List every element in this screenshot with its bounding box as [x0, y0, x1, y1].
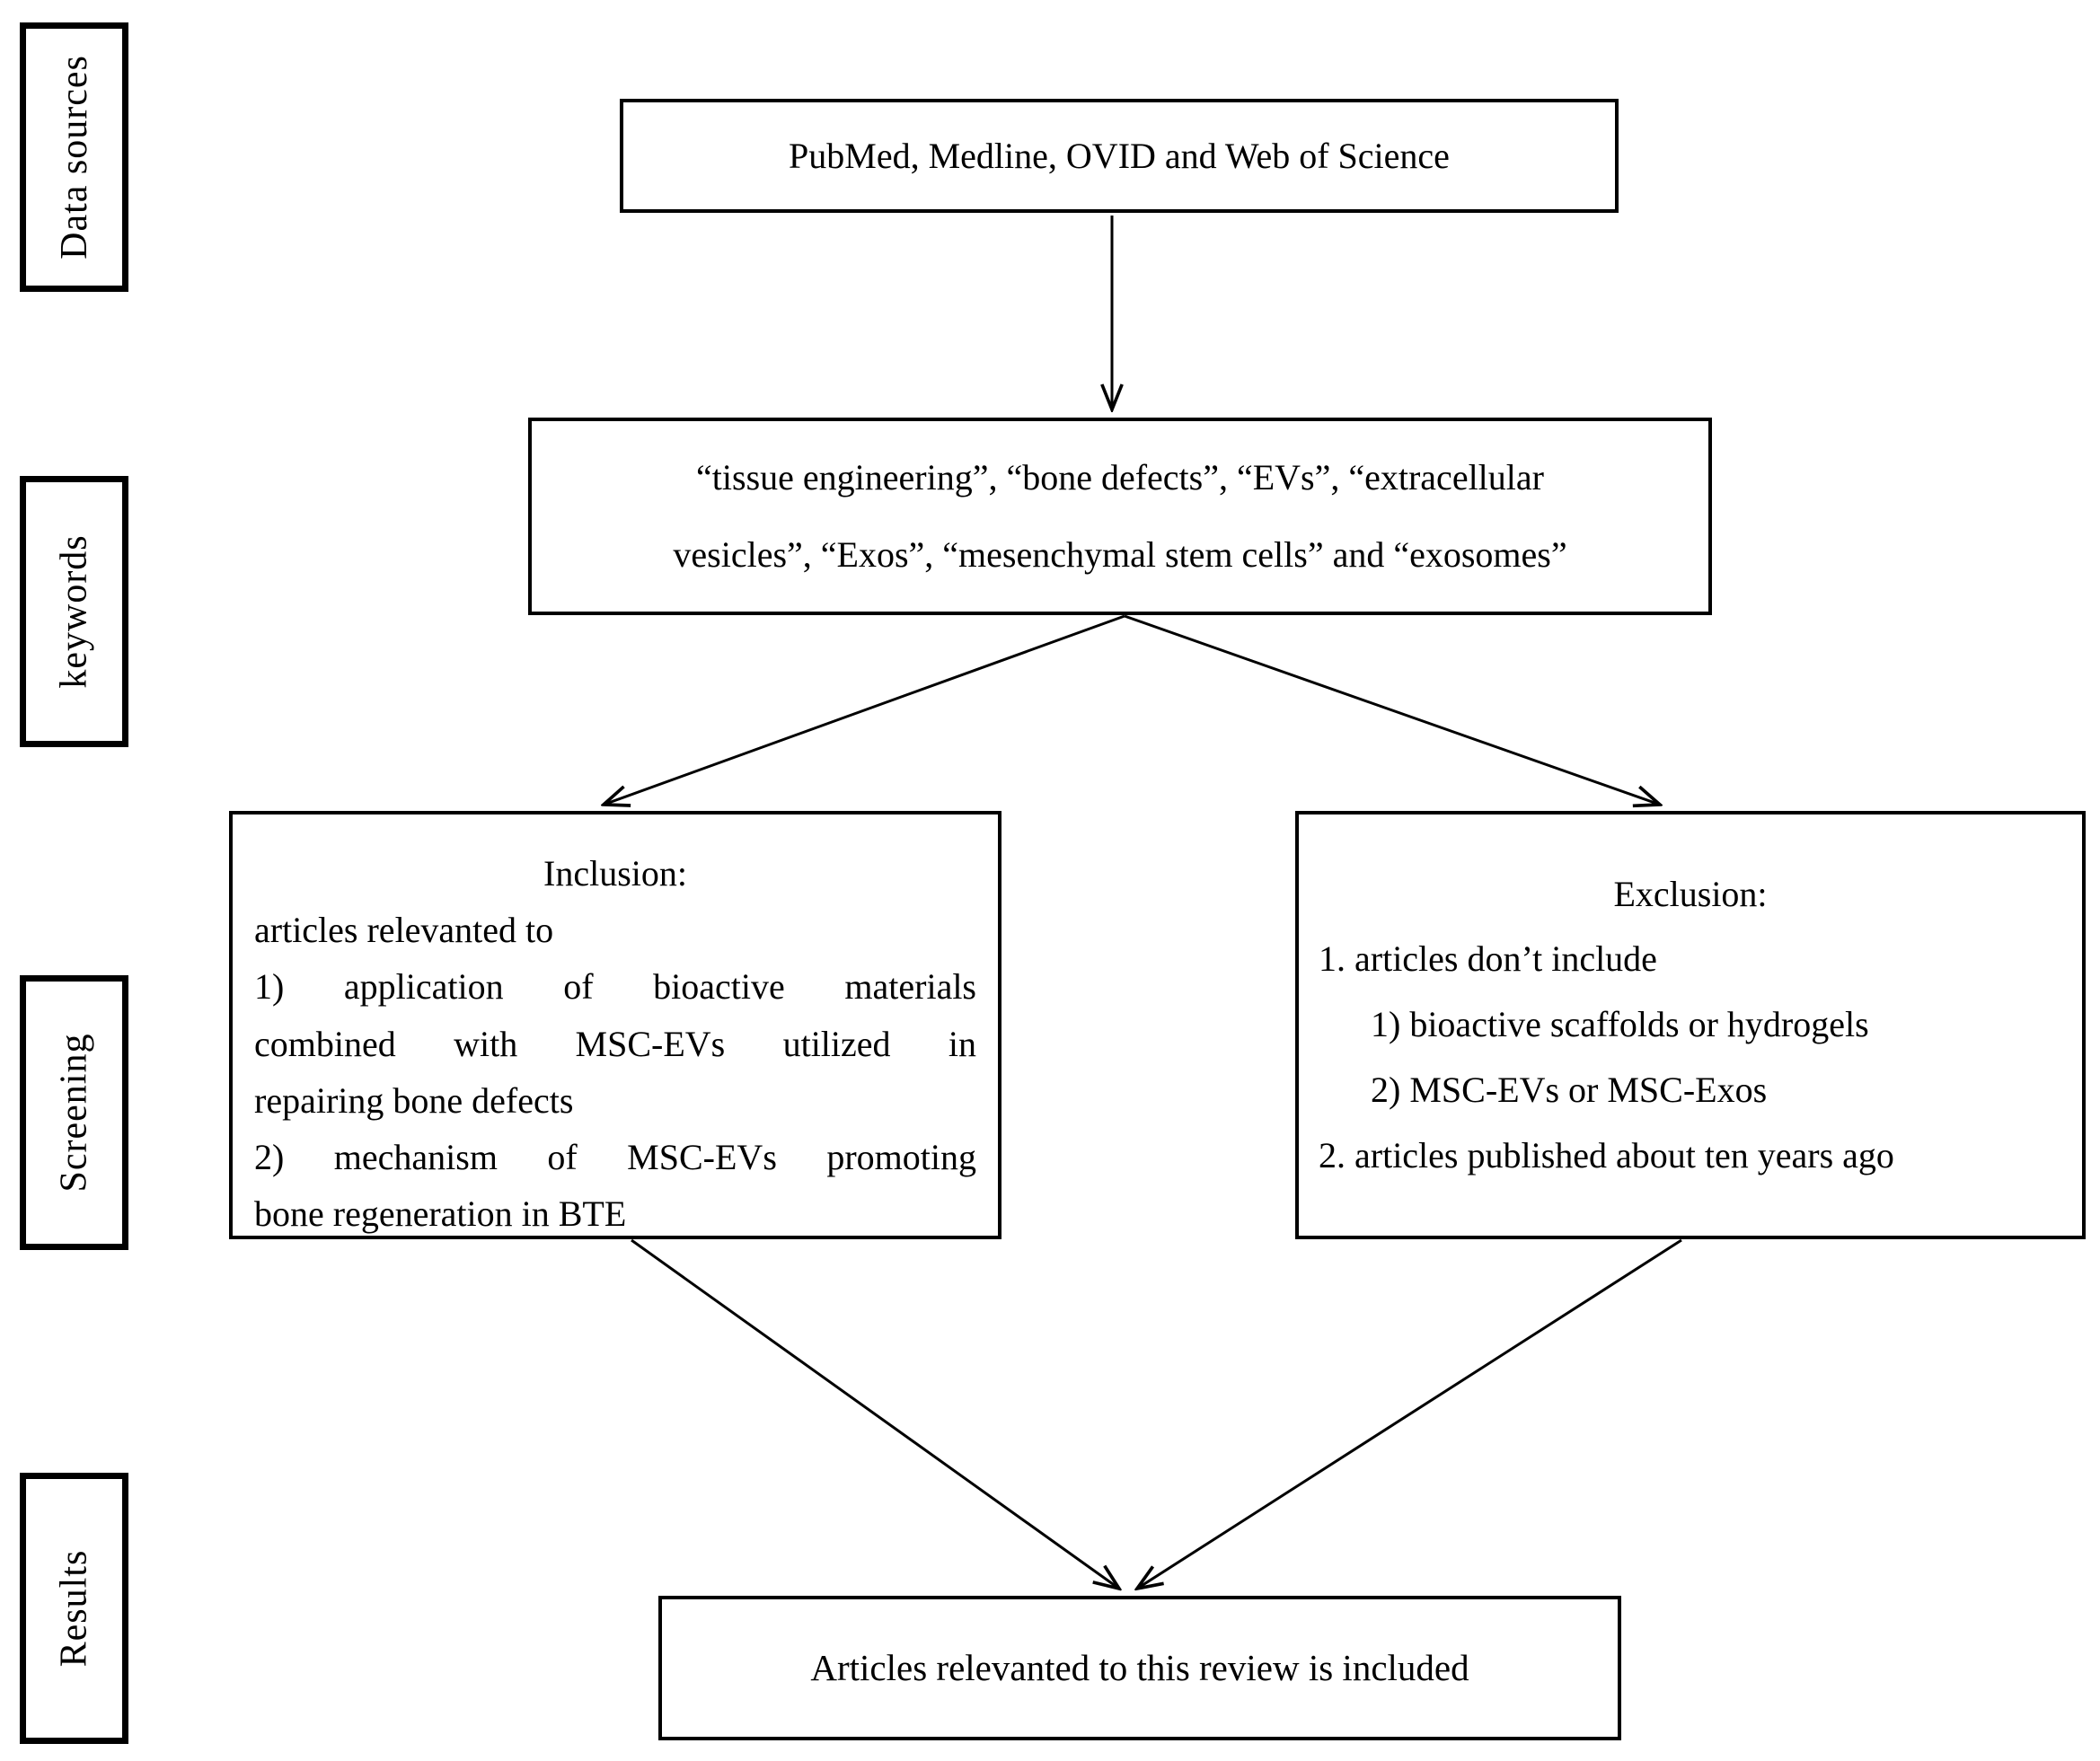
node-result-text: Articles relevanted to this review is included	[810, 1646, 1469, 1688]
stage-label-keywords-text: keywords	[53, 534, 95, 689]
exclusion-item-1: 1. articles don’t include	[1319, 938, 1657, 980]
node-data-sources	[620, 99, 1619, 213]
arrow-exclusion-to-result	[1137, 1240, 1681, 1589]
inclusion-line-1a: 1) application of bioactive materials	[254, 966, 976, 1008]
inclusion-line-2b: bone regeneration in BTE	[254, 1193, 627, 1235]
exclusion-item-1b: 2) MSC-EVs or MSC-Exos	[1371, 1069, 1768, 1110]
node-keywords-line-1: “tissue engineering”, “bone defects”, “EVs”, “extracellular	[696, 457, 1544, 497]
inclusion-title: Inclusion:	[543, 853, 687, 894]
arrow-keywords-to-exclusion	[1125, 616, 1660, 805]
node-keywords	[528, 418, 1712, 615]
stage-label-data-sources-text: Data sources	[53, 55, 95, 260]
node-exclusion-criteria	[1295, 811, 2086, 1239]
inclusion-line-1b: combined with MSC-EVs utilized in	[254, 1023, 976, 1064]
stage-label-keywords	[20, 476, 128, 747]
stage-label-screening	[20, 975, 128, 1250]
exclusion-item-2: 2. articles published about ten years ago	[1319, 1134, 1894, 1175]
arrow-inclusion-to-result	[631, 1240, 1119, 1589]
inclusion-line-1c: repairing bone defects	[254, 1079, 574, 1121]
stage-label-results	[20, 1473, 128, 1744]
arrow-keywords-to-inclusion	[604, 616, 1125, 805]
node-keywords-line-2: vesicles”, “Exos”, “mesenchymal stem cells” and “exosomes”	[673, 534, 1567, 575]
stage-label-data-sources	[20, 22, 128, 292]
node-result	[658, 1596, 1621, 1740]
exclusion-title: Exclusion:	[1613, 873, 1768, 914]
stage-label-screening-text: Screening	[53, 1033, 95, 1193]
inclusion-line-2a: 2) mechanism of MSC-EVs promoting	[254, 1136, 976, 1177]
stage-label-results-text: Results	[53, 1549, 95, 1668]
node-data-sources-text: PubMed, Medline, OVID and Web of Science	[789, 135, 1450, 176]
node-inclusion-criteria	[229, 811, 1001, 1239]
exclusion-item-1a: 1) bioactive scaffolds or hydrogels	[1371, 1004, 1869, 1045]
inclusion-line-intro: articles relevanted to	[254, 910, 554, 951]
